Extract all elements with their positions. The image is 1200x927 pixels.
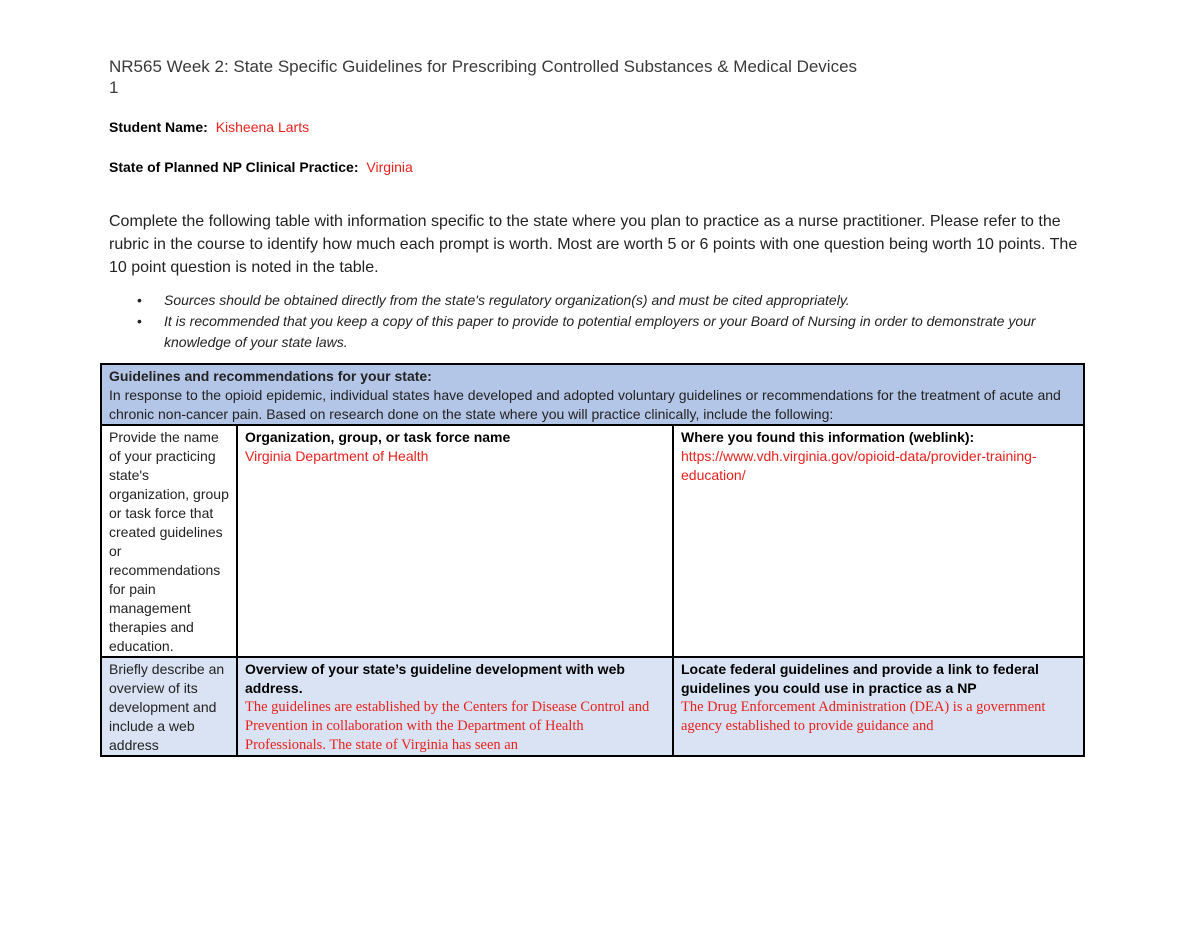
weblink-title: Where you found this information (weblink): xyxy=(681,429,975,445)
page-number: 1 xyxy=(109,78,119,97)
instruction-bullets xyxy=(133,290,1083,353)
overview-title: Overview of your state’s guideline development with web address. xyxy=(245,661,625,696)
state-value: Virginia xyxy=(366,159,413,175)
bullet-item: • Sources should be obtained directly from the state's regulatory organization(s) and must be cited appropriately. xyxy=(133,290,1083,311)
document-header xyxy=(109,56,857,98)
organization-value: Virginia Department of Health xyxy=(245,448,429,464)
table-header-cell xyxy=(101,364,1084,425)
state-line xyxy=(109,158,413,176)
table-header-title: Guidelines and recommendations for your state: xyxy=(109,368,432,384)
organization-title: Organization, group, or task force name xyxy=(245,429,511,445)
student-name-label: Student Name: xyxy=(109,119,208,135)
document-title: NR565 Week 2: State Specific Guidelines for Prescribing Controlled Substances & Medical Devices xyxy=(109,57,858,76)
bullet-dot-icon: • xyxy=(137,313,142,329)
student-name-line xyxy=(109,118,309,136)
table-header-text: In response to the opioid epidemic, individual states have developed and adopted voluntary guidelines or recommendations for the treatment of acute and chronic non-cancer pain. Based on research done on the state where you will practice clinically, include the following: xyxy=(109,387,1061,422)
row-label: Provide the name of your practicing state's organization, group or task force that created guidelines or recommendations for pain management therapies and education. xyxy=(101,425,237,657)
weblink-cell xyxy=(673,425,1084,657)
table-header-row xyxy=(101,364,1084,425)
row-label: Briefly describe an overview of its development and include a web address xyxy=(101,657,237,756)
table-row xyxy=(101,425,1084,657)
overview-cell xyxy=(237,657,673,756)
table-row xyxy=(101,657,1084,756)
federal-guidelines-title: Locate federal guidelines and provide a link to federal guidelines you could use in practice as a NP xyxy=(681,661,1039,696)
weblink-value[interactable]: https://www.vdh.virginia.gov/opioid-data/provider-training-education/ xyxy=(681,448,1037,483)
federal-guidelines-cell xyxy=(673,657,1084,756)
intro-paragraph: Complete the following table with information specific to the state where you plan to practice as a nurse practitioner. Please refer to the rubric in the course to identify how much each prompt is worth. Most are worth 5 or 6 points with one question being worth 10 points. The 10 point question is noted in the table. xyxy=(109,213,1078,276)
organization-cell xyxy=(237,425,673,657)
bullet-dot-icon: • xyxy=(137,292,142,308)
federal-guidelines-value: The Drug Enforcement Administration (DEA) is a government agency established to provide guidance and xyxy=(681,699,1046,734)
bullet-item: • It is recommended that you keep a copy of this paper to provide to potential employers or your Board of Nursing in order to demonstrate your knowledge of your state laws. xyxy=(137,313,1036,350)
guidelines-table xyxy=(100,363,1085,757)
state-label: State of Planned NP Clinical Practice: xyxy=(109,159,359,175)
overview-value: The guidelines are established by the Centers for Disease Control and Prevention in collaboration with the Department of Health Professionals. The state of Virginia has seen an xyxy=(245,699,650,753)
student-name-value: Kisheena Larts xyxy=(215,119,310,135)
